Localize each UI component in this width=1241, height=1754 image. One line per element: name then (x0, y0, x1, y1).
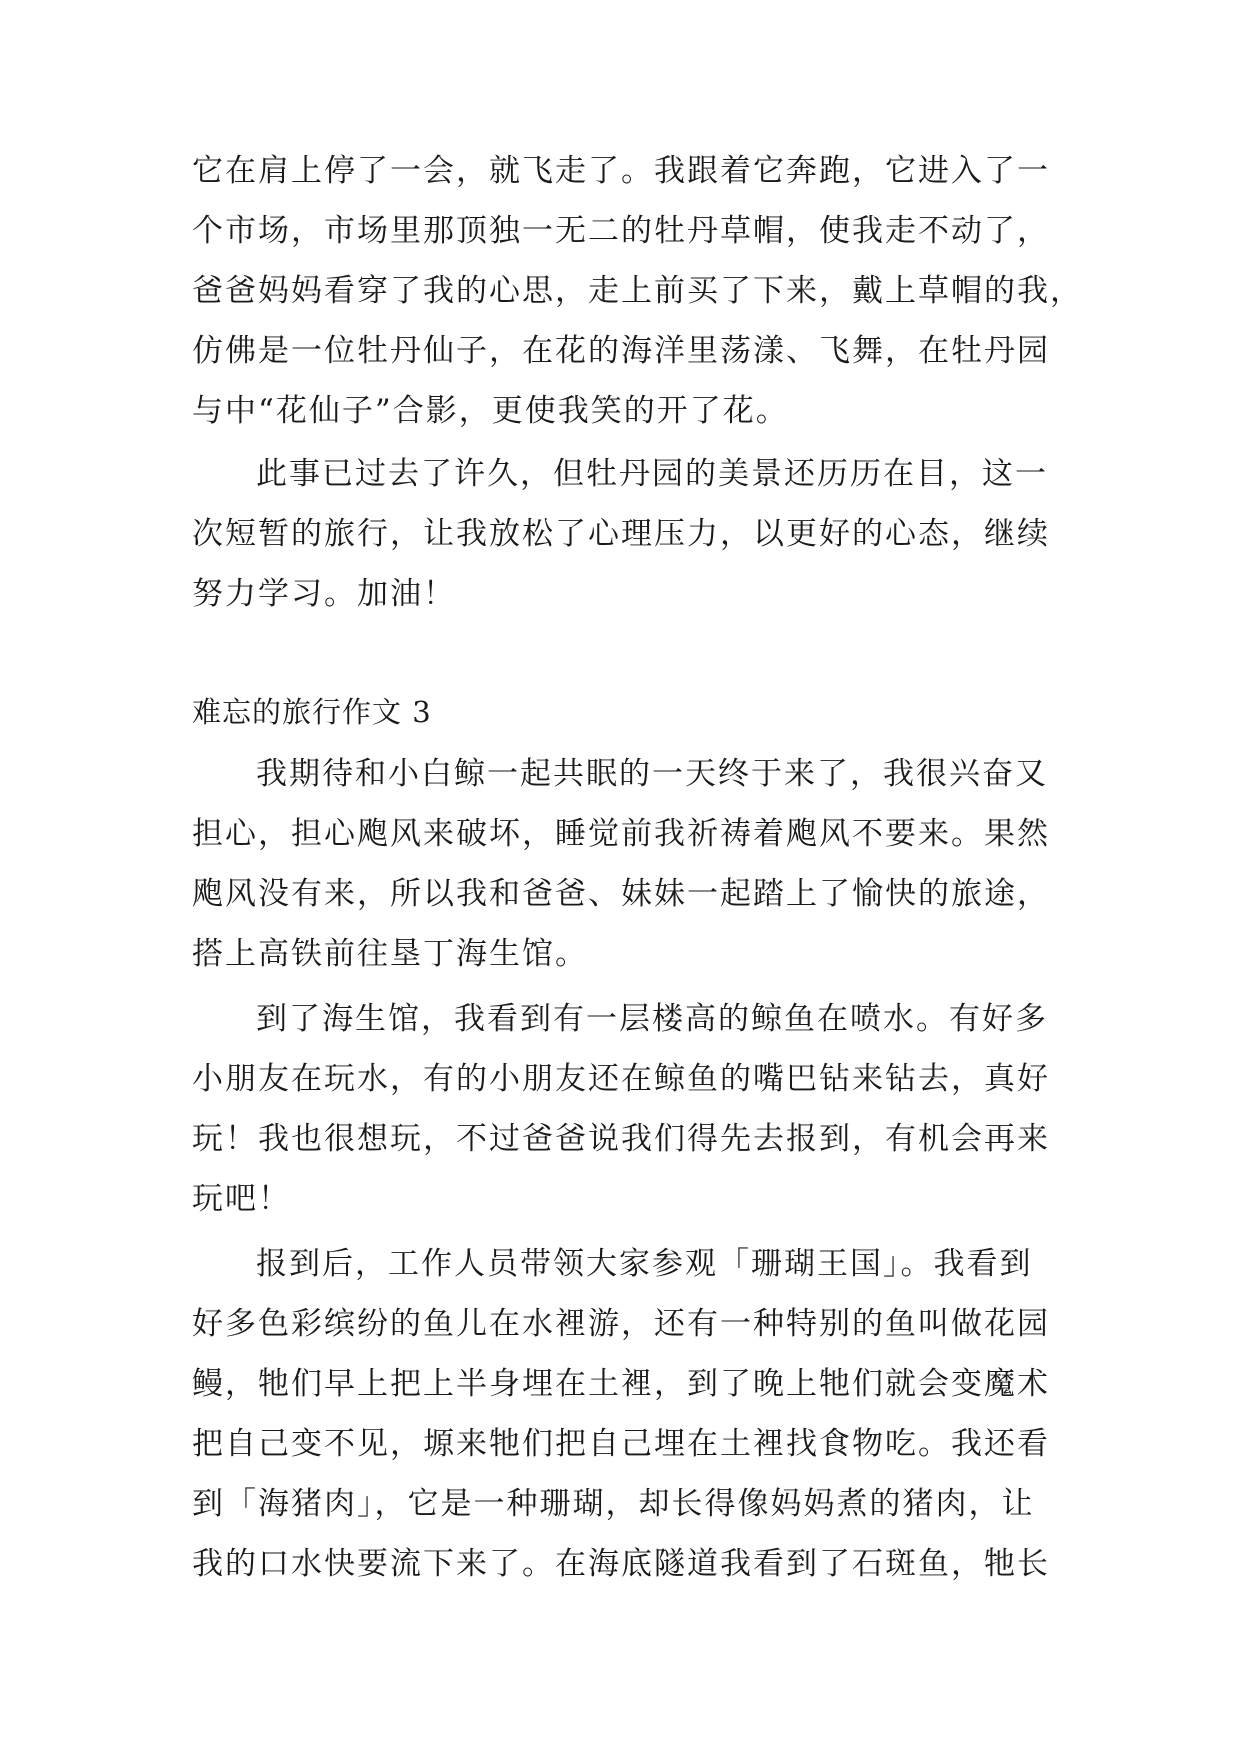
paragraph-closing-line: 次短暂的旅行，让我放松了心理压力，以更好的心态，继续 (192, 516, 1050, 552)
paragraph-2-line: 小朋友在玩水，有的小朋友还在鲸鱼的嘴巴钻来钻去，真好 (192, 1061, 1050, 1097)
paragraph-3-line: 到「海猪肉」，它是一种珊瑚，却长得像妈妈煮的猪肉，让 (192, 1486, 1035, 1522)
paragraph-closing-line: 此事已过去了许久，但牡丹园的美景还历历在目，这一 (256, 456, 1048, 492)
paragraph-3-line: 把自己变不见，塬来牠们把自己埋在土裡找食物吃。我还看 (192, 1426, 1050, 1462)
paragraph-1-line: 担心，担心飑风来破坏，睡觉前我祈祷着飑风不要来。果然 (192, 816, 1050, 852)
paragraph-1-line: 搭上高铁前往垦丁海生馆。 (192, 936, 588, 972)
paragraph-3-line: 好多色彩缤纷的鱼儿在水裡游，还有一种特别的鱼叫做花园 (192, 1306, 1050, 1342)
paragraph-3-line: 我的口水快要流下来了。在海底隧道我看到了石斑鱼，牠长 (192, 1546, 1050, 1582)
paragraph-3-line: 报到后，工作人员带领大家参观「珊瑚王国」。我看到 (256, 1246, 1033, 1282)
paragraph-continuation-line: 与中“花仙子”合影，更使我笑的开了花。 (192, 393, 789, 429)
paragraph-2-line: 玩！我也很想玩，不过爸爸说我们得先去报到，有机会再来 (192, 1121, 1050, 1157)
paragraph-continuation-line: 个市场，市场里那顶独一无二的牡丹草帽，使我走不动了， (192, 213, 1050, 249)
section-title: 难忘的旅行作文 3 (192, 695, 432, 729)
paragraph-closing-line: 努力学习。加油！ (192, 576, 456, 612)
paragraph-2-line: 到了海生馆，我看到有一层楼高的鲸鱼在喷水。有好多 (256, 1001, 1048, 1037)
paragraph-continuation-line: 它在肩上停了一会，就飞走了。我跟着它奔跑，它进入了一 (192, 153, 1050, 189)
paragraph-continuation-line: 爸爸妈妈看穿了我的心思，走上前买了下来，戴上草帽的我， (192, 273, 1083, 309)
paragraph-2-line: 玩吧！ (192, 1181, 291, 1217)
paragraph-1-line: 我期待和小白鲸一起共眠的一天终于来了，我很兴奋又 (256, 756, 1048, 792)
paragraph-3-line: 鳗，牠们早上把上半身埋在土裡，到了晚上牠们就会变魔术 (192, 1366, 1050, 1402)
paragraph-1-line: 飑风没有来，所以我和爸爸、妹妹一起踏上了愉快的旅途， (192, 876, 1050, 912)
paragraph-continuation-line: 仿佛是一位牡丹仙子，在花的海洋里荡漾、飞舞，在牡丹园 (192, 333, 1050, 369)
